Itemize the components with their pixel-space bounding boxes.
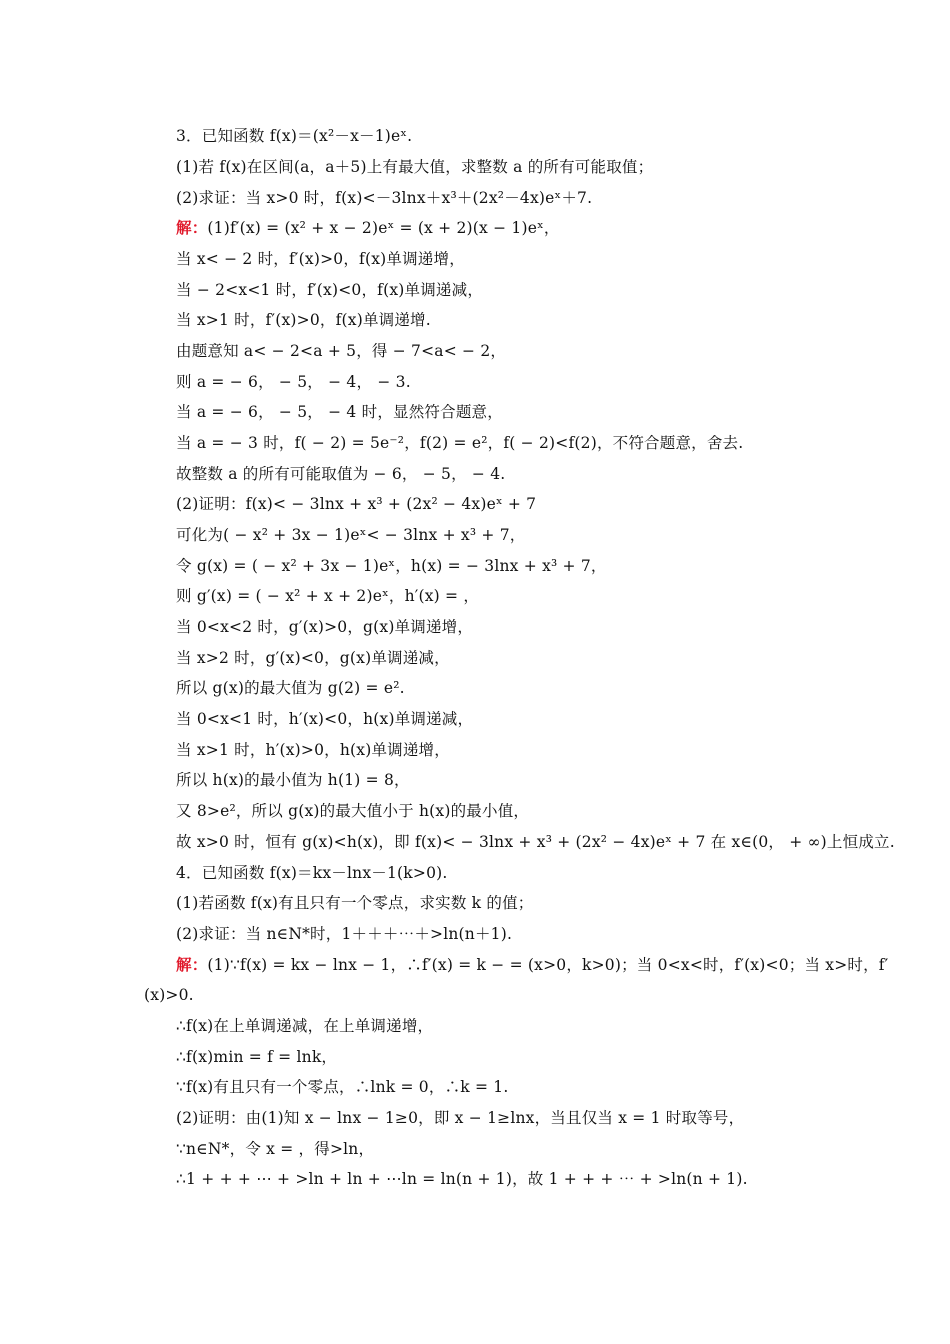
solution-3-line: 当 x< − 2 时，f′(x)>0，f(x)单调递增， bbox=[176, 250, 465, 268]
solution-4-line: (x)>0. bbox=[144, 986, 194, 1004]
solution-3-line: 由题意知 a< − 2<a + 5，得 − 7<a< − 2， bbox=[176, 342, 507, 360]
problem-4-part-1: (1)若函数 f(x)有且只有一个零点，求实数 k 的值； bbox=[176, 894, 534, 912]
solution-4-line: 解：(1)∵f(x) = kx − lnx − 1，∴f′(x) = k − = (x>0，k>0)；当 0<x<时，f′(x)<0；当 x>时，f′ bbox=[176, 955, 889, 974]
problem-4-part-2: (2)求证：当 n∈N*时，1＋＋＋⋯＋>ln(n＋1). bbox=[176, 925, 513, 943]
problem-3-part-1: (1)若 f(x)在区间(a，a＋5)上有最大值，求整数 a 的所有可能取值； bbox=[176, 158, 654, 176]
solution-label: 解： bbox=[176, 955, 208, 974]
solution-3-line: 则 a = − 6， − 5， − 4， − 3. bbox=[176, 373, 411, 391]
solution-3-line: 当 0<x<1 时，h′(x)<0，h(x)单调递减， bbox=[176, 710, 474, 728]
solution-3-line: 故整数 a 的所有可能取值为 − 6， − 5， − 4. bbox=[176, 465, 506, 483]
solution-4-line: ∴f(x)min = f = lnk， bbox=[176, 1048, 338, 1066]
solution-4-line: ∵n∈N*，令 x = ，得>ln， bbox=[176, 1140, 375, 1158]
problem-3-part-2: (2)求证：当 x>0 时，f(x)<－3lnx＋x³＋(2x²－4x)eˣ＋7. bbox=[176, 189, 593, 207]
solution-4-line: (2)证明：由(1)知 x − lnx − 1≥0，即 x − 1≥lnx，当且仅当 x = 1 时取等号， bbox=[176, 1109, 745, 1127]
solution-3-line: 可化为( − x² + 3x − 1)eˣ< − 3lnx + x³ + 7， bbox=[176, 526, 526, 544]
solution-4-line: ∴1 + + + ⋯ + >ln + ln + ⋯ln = ln(n + 1)，故 1 + + + ⋯ + >ln(n + 1). bbox=[176, 1170, 748, 1188]
solution-3-line: (2)证明：f(x)< − 3lnx + x³ + (2x² − 4x)eˣ + 7 bbox=[176, 495, 537, 513]
solution-3-line: 令 g(x) = ( − x² + 3x − 1)eˣ，h(x) = − 3lnx + x³ + 7， bbox=[176, 557, 607, 575]
solution-3-line: 当 a = − 6， − 5， − 4 时，显然符合题意， bbox=[176, 403, 503, 421]
solution-label: 解： bbox=[176, 218, 208, 237]
problem-3-title: 3．已知函数 f(x)＝(x²－x－1)eˣ. bbox=[176, 127, 413, 145]
solution-4-line: ∵f(x)有且只有一个零点，∴lnk = 0，∴k = 1. bbox=[176, 1078, 509, 1096]
solution-3-line: 解：(1)f′(x) = (x² + x − 2)eˣ = (x + 2)(x − 1)eˣ， bbox=[176, 218, 560, 237]
solution-4-line: ∴f(x)在上单调递减，在上单调递增， bbox=[176, 1017, 434, 1035]
problem-4-title: 4．已知函数 f(x)＝kx－lnx－1(k>0). bbox=[176, 864, 448, 882]
solution-3-line: 又 8>e²，所以 g(x)的最大值小于 h(x)的最小值， bbox=[176, 802, 530, 820]
solution-3-line: 当 x>1 时，h′(x)>0，h(x)单调递增， bbox=[176, 741, 450, 759]
solution-3-line: 当 0<x<2 时，g′(x)>0，g(x)单调递增， bbox=[176, 618, 474, 636]
solution-3-line: 当 x>1 时，f′(x)>0，f(x)单调递增. bbox=[176, 311, 431, 329]
solution-3-line: 当 x>2 时，g′(x)<0，g(x)单调递减， bbox=[176, 649, 450, 667]
solution-3-line: 当 a = − 3 时，f( − 2) = 5e⁻²，f(2) = e²，f( − 2)<f(2)，不符合题意，舍去. bbox=[176, 434, 744, 452]
solution-3-line: 当 − 2<x<1 时，f′(x)<0，f(x)单调递减， bbox=[176, 281, 484, 299]
solution-3-line: 则 g′(x) = ( − x² + x + 2)eˣ，h′(x) = ， bbox=[176, 587, 480, 605]
solution-3-line: 所以 h(x)的最小值为 h(1) = 8， bbox=[176, 771, 410, 789]
solution-3-line: 所以 g(x)的最大值为 g(2) = e². bbox=[176, 679, 405, 697]
solution-3-line: 故 x>0 时，恒有 g(x)<h(x)，即 f(x)< − 3lnx + x³ + (2x² − 4x)eˣ + 7 在 x∈(0， + ∞)上恒成立. bbox=[176, 833, 895, 851]
